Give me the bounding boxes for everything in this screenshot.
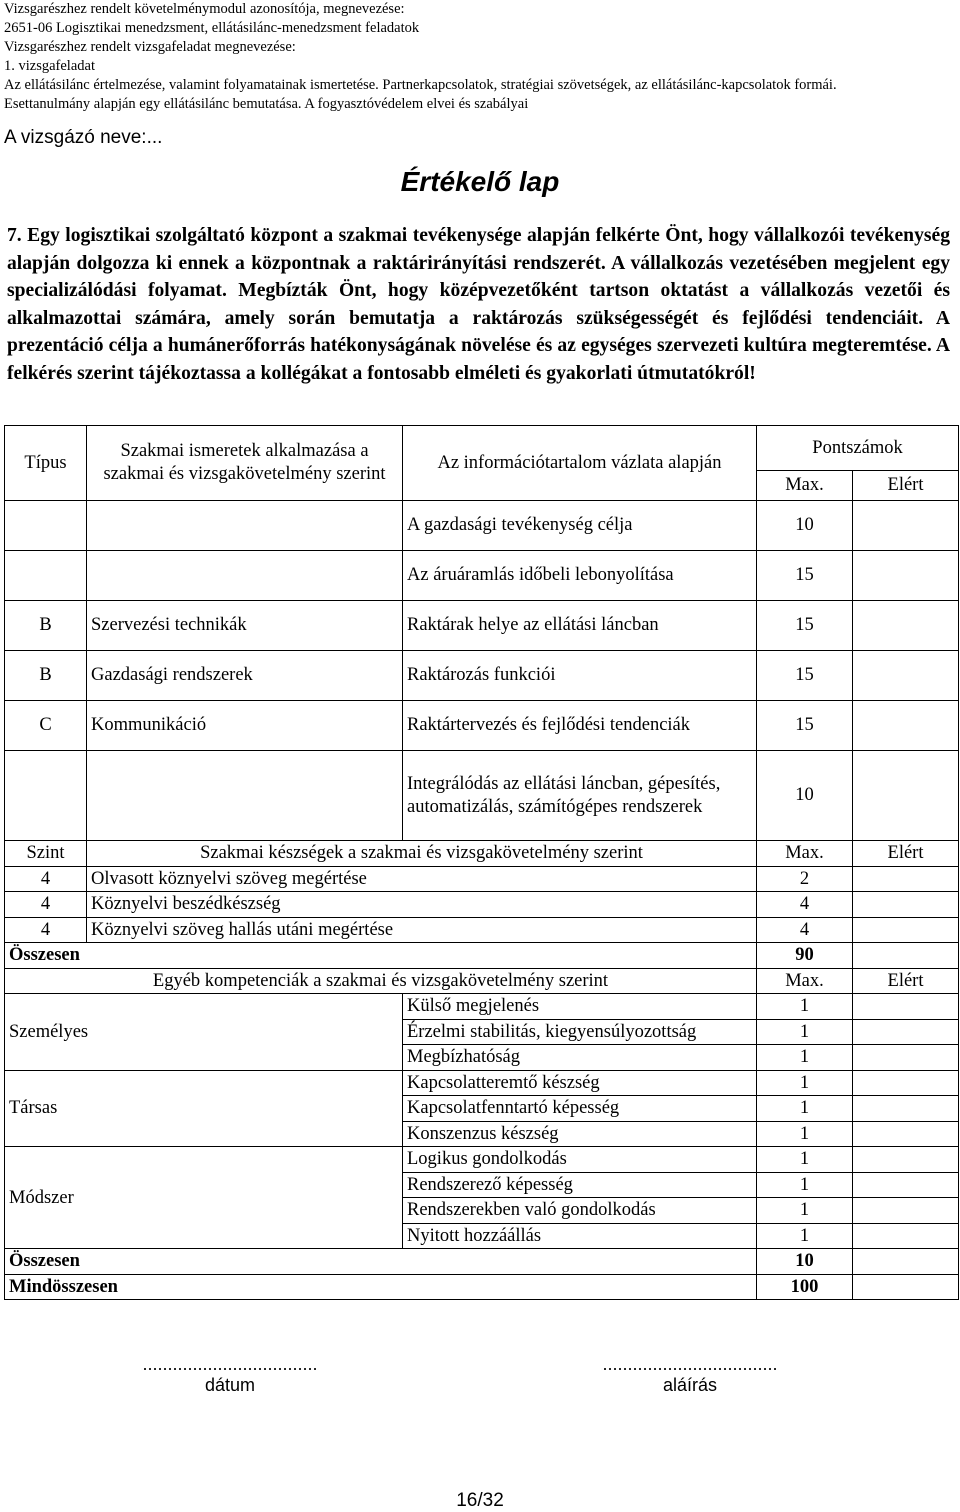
score-cell[interactable] [853, 1096, 959, 1122]
header-other: Egyéb kompetenciák a szakmai és vizsgakövetelmény szerint [5, 968, 757, 994]
page-title: Értékelő lap [400, 166, 560, 197]
examinee-name-line: A vizsgázó neve:... [4, 127, 163, 148]
score-cell[interactable] [853, 917, 959, 943]
table-row [5, 917, 959, 943]
row-item: Raktártervezés és fejlődési tendenciák [403, 701, 757, 751]
row-type [5, 751, 87, 841]
score-cell[interactable] [853, 551, 959, 601]
table-row [5, 501, 959, 551]
score-cell[interactable] [853, 1223, 959, 1249]
group-method: Módszer [5, 1147, 403, 1249]
row-max: 1 [757, 1096, 853, 1122]
row-max: 10 [757, 501, 853, 551]
header-info: Az információtartalom vázlata alapján [403, 426, 757, 501]
row-level: 4 [5, 892, 87, 918]
row-type [5, 551, 87, 601]
row-max: 1 [757, 1045, 853, 1071]
row-area: Gazdasági rendszerek [87, 651, 403, 701]
grand-total-max: 100 [757, 1274, 853, 1300]
row-max: 10 [757, 751, 853, 841]
row-item: Megbízhatóság [403, 1045, 757, 1071]
row-item: Külső megjelenés [403, 994, 757, 1020]
row-item: A gazdasági tevékenység célja [403, 501, 757, 551]
score-cell[interactable] [853, 943, 959, 969]
row-item: Raktárak helye az ellátási láncban [403, 601, 757, 651]
header-line: Vizsgarészhez rendelt követelménymodul azonosítója, megnevezése: [4, 1, 405, 17]
row-item: Integrálódás az ellátási láncban, gépesítés, automatizálás, számítógépes rendszerek [403, 751, 757, 841]
row-level: 4 [5, 866, 87, 892]
row-item: Raktározás funkciói [403, 651, 757, 701]
header-knowledge: Szakmai ismeretek alkalmazása a szakmai és vizsgakövetelmény szerint [87, 426, 403, 501]
row-max: 1 [757, 1070, 853, 1096]
table-row [5, 551, 959, 601]
document-header [4, 0, 837, 114]
row-area: Szervezési technikák [87, 601, 403, 651]
page-number: 16/32 [456, 1490, 504, 1511]
row-max: 1 [757, 1147, 853, 1173]
grand-total-label: Mindösszesen [5, 1274, 757, 1300]
row-max: 15 [757, 701, 853, 751]
signature-block [550, 1354, 830, 1396]
table-row [5, 751, 959, 841]
score-cell[interactable] [853, 866, 959, 892]
header-line: 2651-06 Logisztikai menedzsment, ellátásilánc-menedzsment feladatok [4, 20, 420, 36]
table-row [5, 651, 959, 701]
row-item: Rendszerekben való gondolkodás [403, 1198, 757, 1224]
row-item: Köznyelvi szöveg hallás utáni megértése [87, 917, 757, 943]
group-personal: Személyes [5, 994, 403, 1071]
row-max: 2 [757, 866, 853, 892]
score-cell[interactable] [853, 651, 959, 701]
row-area [87, 751, 403, 841]
header-got: Elért [853, 471, 959, 501]
score-cell[interactable] [853, 1249, 959, 1275]
score-cell[interactable] [853, 501, 959, 551]
signature-label: aláírás [662, 1375, 718, 1395]
row-max: 4 [757, 892, 853, 918]
header-points: Pontszámok [757, 426, 959, 471]
table-row [5, 892, 959, 918]
row-level: 4 [5, 917, 87, 943]
header-line: Esettanulmány alapján egy ellátásilánc bemutatása. A fogyasztóvédelem elvei és szabályai [4, 96, 529, 112]
header-type: Típus [5, 426, 87, 501]
signature-line[interactable]: ................................... [602, 1354, 778, 1374]
header-skills: Szakmai készségek a szakmai és vizsgakövetelmény szerint [87, 841, 757, 867]
score-cell[interactable] [853, 1045, 959, 1071]
row-max: 1 [757, 1019, 853, 1045]
score-cell[interactable] [853, 601, 959, 651]
header-line: Vizsgarészhez rendelt vizsgafeladat megnevezése: [4, 39, 296, 55]
score-cell[interactable] [853, 1070, 959, 1096]
total-max: 90 [757, 943, 853, 969]
row-max: 1 [757, 1198, 853, 1224]
row-item: Az áruáramlás időbeli lebonyolítása [403, 551, 757, 601]
score-cell[interactable] [853, 994, 959, 1020]
evaluation-table [4, 425, 959, 1300]
header-level: Szint [5, 841, 87, 867]
row-type: B [5, 651, 87, 701]
row-type: C [5, 701, 87, 751]
table-row [5, 601, 959, 651]
header-got: Elért [853, 841, 959, 867]
table-row [5, 1070, 959, 1096]
row-item: Olvasott köznyelvi szöveg megértése [87, 866, 757, 892]
score-cell[interactable] [853, 1274, 959, 1300]
total-max: 10 [757, 1249, 853, 1275]
row-max: 4 [757, 917, 853, 943]
row-max: 15 [757, 551, 853, 601]
score-cell[interactable] [853, 1147, 959, 1173]
row-max: 1 [757, 1223, 853, 1249]
row-item: Érzelmi stabilitás, kiegyensúlyozottság [403, 1019, 757, 1045]
date-label: dátum [204, 1375, 256, 1395]
row-type [5, 501, 87, 551]
header-max: Max. [757, 968, 853, 994]
row-type: B [5, 601, 87, 651]
row-item: Logikus gondolkodás [403, 1147, 757, 1173]
header-got: Elért [853, 968, 959, 994]
row-item: Köznyelvi beszédkészség [87, 892, 757, 918]
table-row [5, 994, 959, 1020]
score-cell[interactable] [853, 892, 959, 918]
row-max: 15 [757, 601, 853, 651]
table-row [5, 701, 959, 751]
header-max: Max. [757, 841, 853, 867]
score-cell[interactable] [853, 751, 959, 841]
row-max: 15 [757, 651, 853, 701]
date-signature-block [90, 1354, 370, 1396]
group-social: Társas [5, 1070, 403, 1147]
row-max: 1 [757, 1172, 853, 1198]
row-area [87, 551, 403, 601]
score-cell[interactable] [853, 1172, 959, 1198]
header-max: Max. [757, 471, 853, 501]
total-label: Összesen [5, 943, 757, 969]
date-line[interactable]: ................................... [142, 1354, 318, 1374]
row-item: Kapcsolatfenntartó képesség [403, 1096, 757, 1122]
row-max: 1 [757, 994, 853, 1020]
row-item: Kapcsolatteremtő készség [403, 1070, 757, 1096]
score-cell[interactable] [853, 701, 959, 751]
row-area [87, 501, 403, 551]
table-row [5, 866, 959, 892]
row-item: Rendszerező képesség [403, 1172, 757, 1198]
score-cell[interactable] [853, 1019, 959, 1045]
header-line: 1. vizsgafeladat [4, 58, 95, 74]
score-cell[interactable] [853, 1121, 959, 1147]
row-item: Nyitott hozzáállás [403, 1223, 757, 1249]
header-line: Az ellátásilánc értelmezése, valamint folyamatainak ismertetése. Partnerkapcsolatok, stratégiai szövetségek, az ellátásilánc-kapcsolatok formái. [4, 77, 837, 93]
row-max: 1 [757, 1121, 853, 1147]
score-cell[interactable] [853, 1198, 959, 1224]
total-label: Összesen [5, 1249, 757, 1275]
table-row [5, 1147, 959, 1173]
row-item: Konszenzus készség [403, 1121, 757, 1147]
task-description: 7. Egy logisztikai szolgáltató központ a szakmai tevékenysége alapján felkérte Önt, hogy vállalkozói tevékenység alapján dolgozza ki ennek a központnak a raktárirányítási rendszerét. A vállalkozás vezetésében megjelent egy specializálódási folyamat. Megbízták Önt, hogy középvezetőként tartson oktatást a vállalkozás vezetői és alkalmazottai számára, amely során bemutatja a raktározás szükségességét és fejlődési tendenciáit. A prezentáció célja a humánerőforrás hatékonyságának növelése és az egységes szervezeti kultúra megteremtése. A felkérés szerint tájékoztassa a kollégákat a fontosabb elméleti és gyakorlati útmutatókról! [7, 225, 950, 384]
row-area: Kommunikáció [87, 701, 403, 751]
